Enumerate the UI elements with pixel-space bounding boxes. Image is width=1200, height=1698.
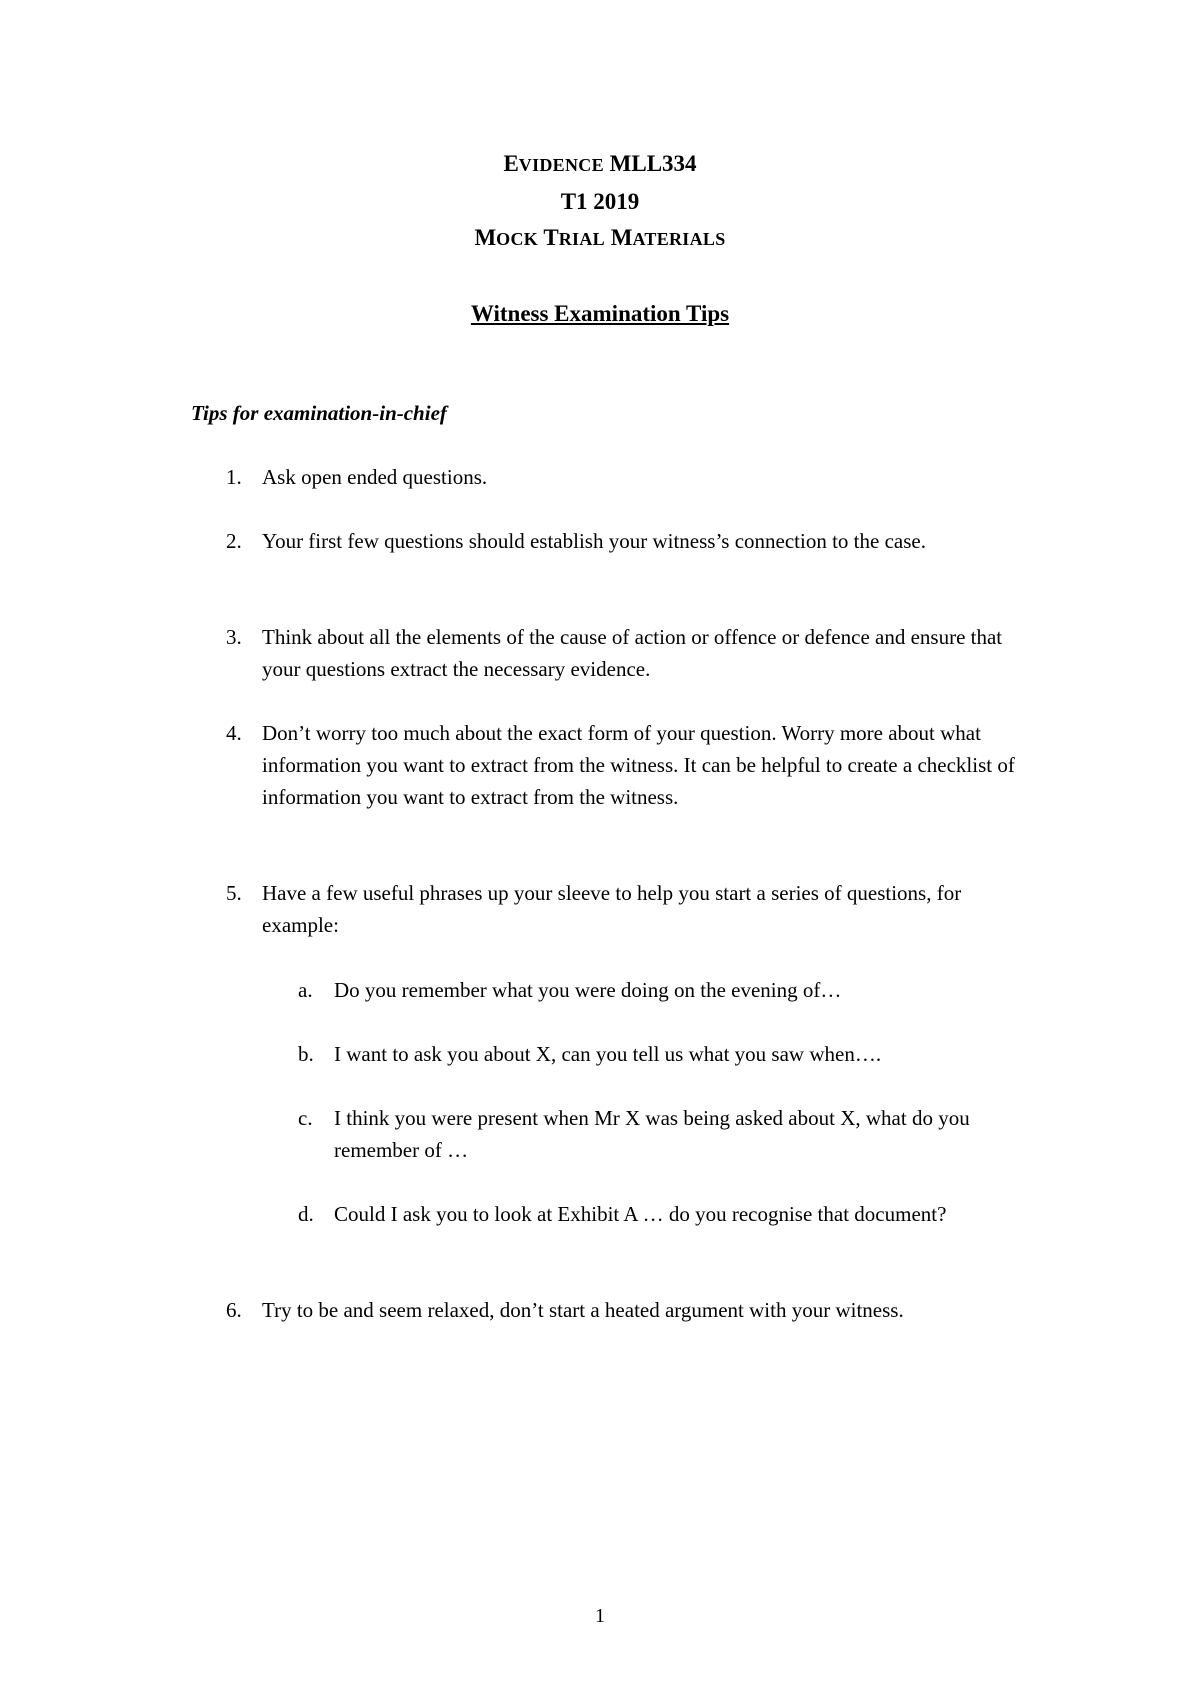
list-item-number: 2. — [226, 529, 242, 553]
sub-list-item-letter: b. — [298, 1042, 314, 1066]
list-item-text: Have a few useful phrases up your sleeve to help you start a series of questions, for example: — [262, 881, 962, 937]
page-number: 1 — [595, 1605, 605, 1627]
list-item-number: 6. — [226, 1298, 242, 1322]
document-title: Witness Examination Tips — [470, 301, 730, 326]
sub-list-item-letter: c. — [298, 1106, 313, 1130]
list-item-number: 1. — [226, 465, 242, 489]
list-item-text: Think about all the elements of the cause of action or offence or defence and ensure that your questions extract the necessary evidence. — [262, 625, 1003, 681]
list-item-number: 4. — [226, 721, 242, 745]
list-item-number: 3. — [226, 625, 242, 649]
sub-list-item-text: Could I ask you to look at Exhibit A … do you recognise that document? — [334, 1202, 947, 1226]
list-item-text: Ask open ended questions. — [262, 465, 488, 489]
sub-list-item-text: I think you were present when Mr X was being asked about X, what do you remember of … — [334, 1106, 970, 1162]
list-item-text: Try to be and seem relaxed, don’t start a heated argument with your witness. — [262, 1298, 904, 1322]
term-heading: T1 2019 — [560, 189, 640, 214]
sub-list-item-text: Do you remember what you were doing on the evening of… — [334, 978, 842, 1002]
list-item-text: Don’t worry too much about the exact form of your question. Worry more about what information you want to extract from the witness. It can be helpful to create a checklist of information you want to extract from the witness. — [262, 721, 1015, 809]
sub-list-item-text: I want to ask you about X, can you tell us what you saw when…. — [334, 1042, 882, 1066]
materials-heading: MOCK TRIAL MATERIALS — [474, 225, 726, 250]
sub-list-item-letter: d. — [298, 1202, 314, 1226]
course-code-heading: EVIDENCE MLL334 — [503, 151, 697, 176]
list-item-number: 5. — [226, 881, 242, 905]
list-item-text: Your first few questions should establish your witness’s connection to the case. — [262, 529, 926, 553]
section-heading: Tips for examination-in-chief — [191, 401, 447, 425]
sub-list-item-letter: a. — [298, 978, 313, 1002]
